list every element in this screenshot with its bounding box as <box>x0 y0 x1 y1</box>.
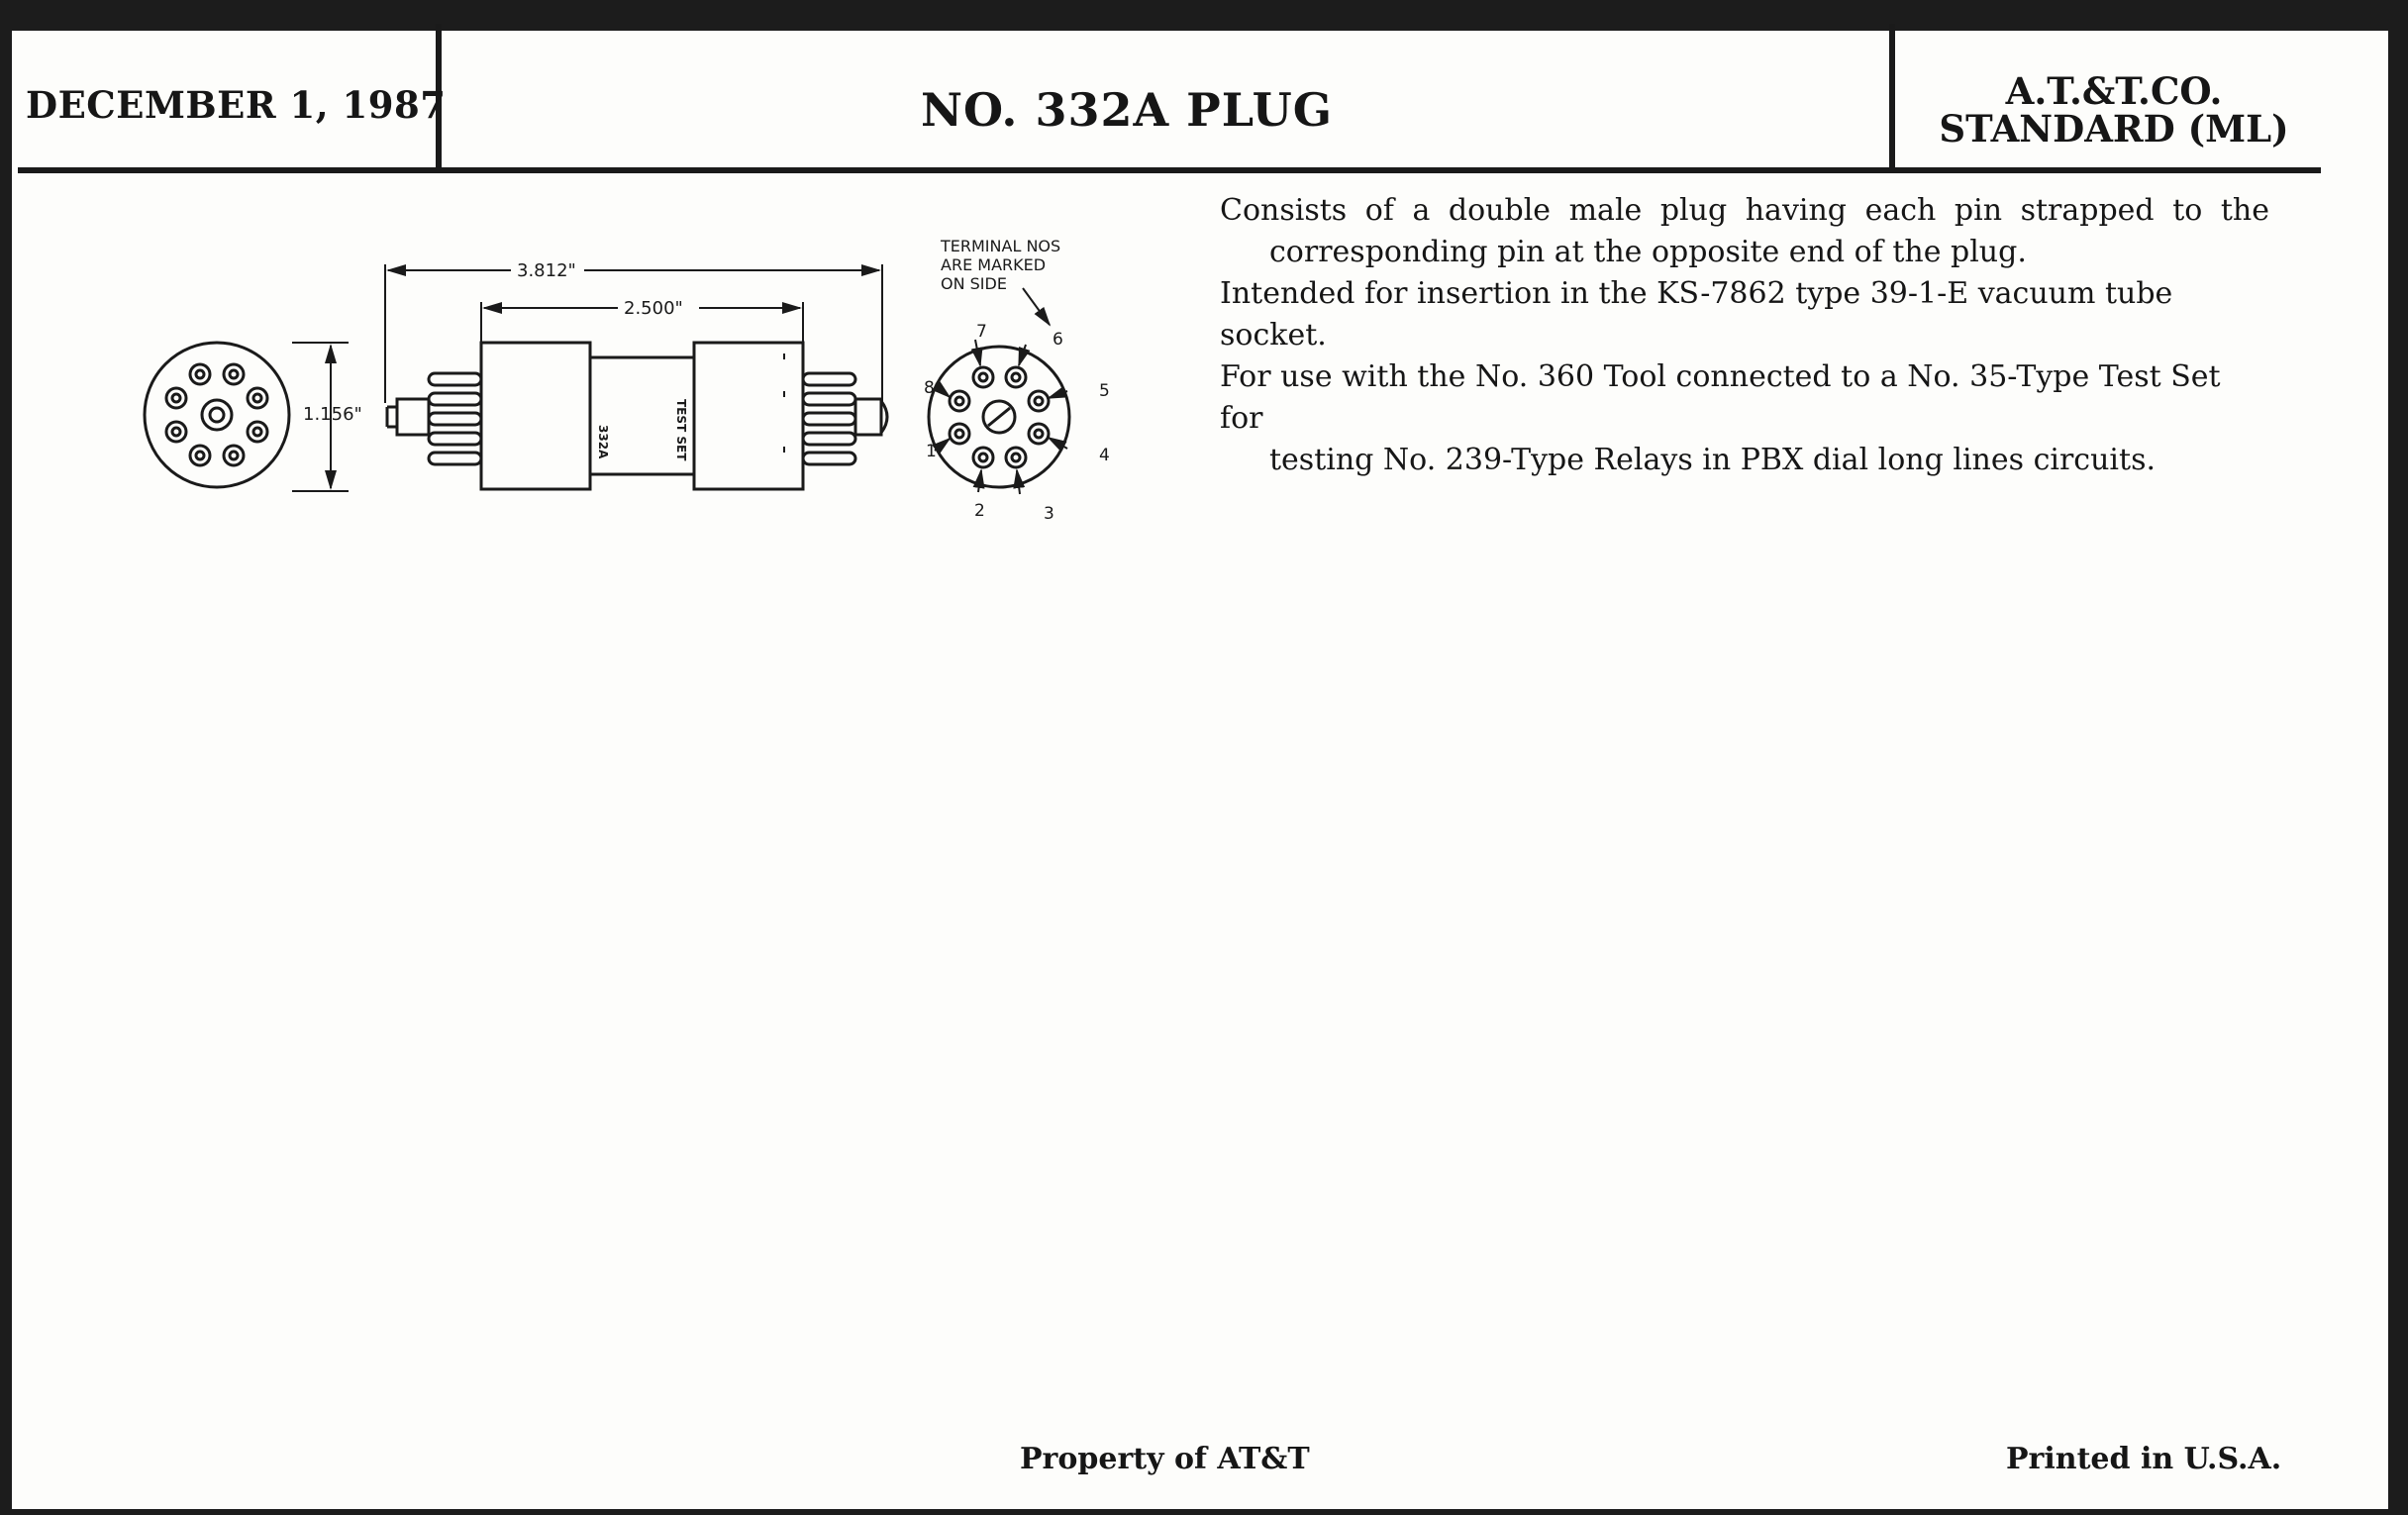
body-marking-model: 332A <box>596 425 610 459</box>
overall-length-label: 3.812" <box>517 260 576 281</box>
length-dimensions <box>385 264 882 403</box>
description-line-2: corresponding pin at the opposite end of the plug. <box>1269 235 2027 269</box>
body-length-label: 2.500" <box>624 298 683 319</box>
description <box>1220 190 2269 481</box>
description-line-5: testing No. 239-Type Relays in PBX dial long lines circuits. <box>1269 443 2157 477</box>
terminal-number-8: 8 <box>924 378 935 398</box>
terminal-note-line-1: TERMINAL NOS <box>941 237 1061 255</box>
standard-company: A.T.&T.CO. <box>2005 69 2223 113</box>
footer-printed: Printed in U.S.A. <box>2006 1442 2282 1476</box>
terminal-number-4: 4 <box>1099 446 1110 465</box>
end-view <box>145 343 289 487</box>
plug-drawing <box>129 223 1139 550</box>
terminal-number-2: 2 <box>974 501 985 521</box>
terminal-number-5: 5 <box>1099 381 1110 401</box>
terminal-number-7: 7 <box>976 322 987 342</box>
body-marking-test-set: TEST SET <box>674 399 688 461</box>
standard-block <box>1916 69 2312 151</box>
terminal-note-line-3: ON SIDE <box>941 274 1007 293</box>
side-view <box>387 343 887 489</box>
description-line-3: Intended for insertion in the KS-7862 type 39-1-E vacuum tube socket. <box>1220 276 2173 353</box>
page-title: NO. 332A PLUG <box>921 83 1333 137</box>
header-rule <box>18 167 2321 173</box>
description-line-4: For use with the No. 360 Tool connected to a No. 35-Type Test Set for <box>1220 359 2221 436</box>
terminal-note-line-2: ARE MARKED <box>941 255 1047 274</box>
terminal-number-1: 1 <box>926 442 937 461</box>
terminal-number-3: 3 <box>1044 504 1054 524</box>
terminal-note-leader <box>1023 288 1050 325</box>
header-divider-right <box>1889 24 1895 170</box>
issue-date: DECEMBER 1, 1987 <box>26 83 447 127</box>
description-line-1: Consists of a double male plug having each pin strapped to the <box>1220 193 2269 228</box>
terminal-number-6: 6 <box>1053 330 1063 350</box>
terminal-diagram <box>929 347 1069 487</box>
footer-property: Property of AT&T <box>1020 1442 1310 1476</box>
diameter-label: 1.156" <box>303 404 362 425</box>
standard-type: STANDARD (ML) <box>1939 107 2289 151</box>
